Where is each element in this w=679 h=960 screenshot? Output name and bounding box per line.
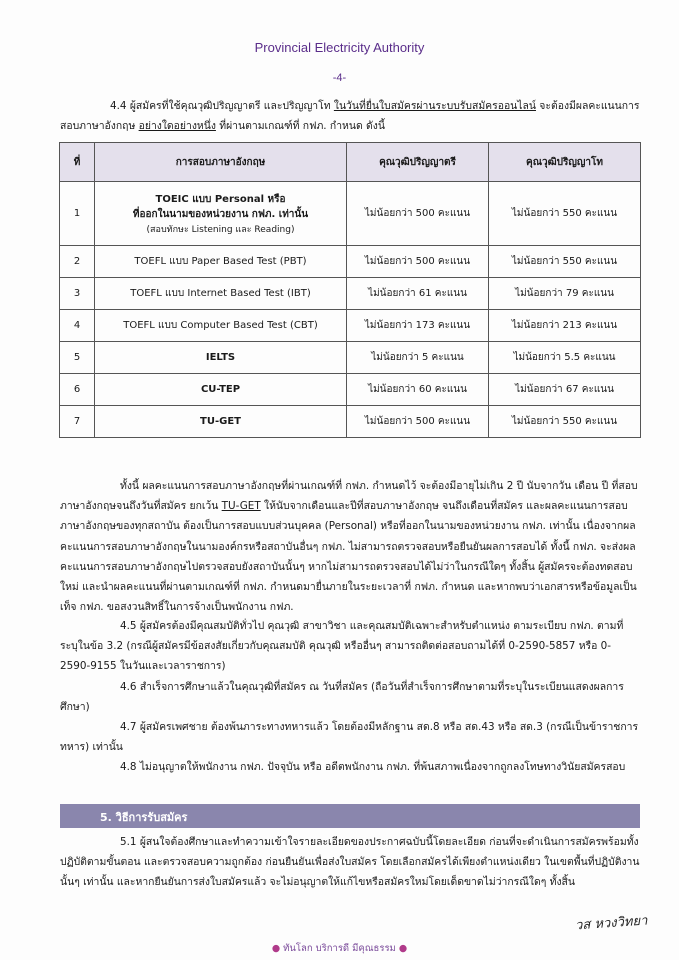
row-master: ไม่น้อยกว่า 213 คะแนน <box>489 310 641 342</box>
text-5-1: 5.1 ผู้สนใจต้องศึกษาและทำความเข้าใจรายละเอียดของประกาศฉบับนี้โดยละเอียด ก่อนที่จะดำเนินการสมัครพร้อมทั้งปฏิบัติตามขั้นตอน และตรวจสอบความถูกต้อง ก่อนยืนยันเพื่อส่งใบสมัคร โดยเลือกสมัครได้เพียงตำแหน่งเดียว ในเขตพื้นที่ปฏิบัติงานนั้นๆ เท่านั้น และหากยืนยันการส่งใบสมัครแล้ว จะไม่อนุญาตให้แก้ไขหรือสมัครใหม่โดยเด็ดขาดไม่ว่ากรณีใดๆ ทั้งสิ้น <box>60 836 640 889</box>
row-exam: TOEFL แบบ Paper Based Test (PBT) <box>95 246 347 278</box>
table-row <box>60 310 641 342</box>
row-bachelor: ไม่น้อยกว่า 173 คะแนน <box>347 310 489 342</box>
intro-mid: จะต้องมีผลคะแนนการสอบภาษาอังกฤษ <box>60 100 640 133</box>
paragraph-4-5 <box>60 616 640 677</box>
header-exam: การสอบภาษาอังกฤษ <box>95 143 347 182</box>
intro-underline-1: ในวันที่ยื่นใบสมัครผ่านระบบรับสมัครออนไลน์ <box>333 100 536 112</box>
footer-bullet-icon: ● <box>271 943 281 954</box>
row-exam: CU-TEP <box>95 374 347 406</box>
row-no: 1 <box>60 182 95 246</box>
footer-slogan <box>0 941 679 956</box>
intro-paragraph <box>60 96 640 136</box>
row-master: ไม่น้อยกว่า 67 คะแนน <box>489 374 641 406</box>
table-row <box>60 182 641 246</box>
row-no: 6 <box>60 374 95 406</box>
note-text-b: ให้นับจากเดือนและปีที่สอบภาษาอังกฤษ จนถึงเดือนที่สมัคร และผลคะแนนการสอบภาษาอังกฤษของทุกสถาบัน ต้องเป็นการสอบแบบส่วนบุคคล (Personal) หรือที่ออกในนามของหน่วยงาน กฟภ. เท่านั้น เนื่องจากผลคะแนนการสอบภาษาอังกฤษในนามองค์กรหรือสถาบันอื่นๆ กฟภ. ไม่สามารถตรวจสอบหรือยืนยันผลการสอบได้ ทั้งนี้ กฟภ. จะส่งผลคะแนนการสอบภาษาอังกฤษไปตรวจสอบยังสถาบันนั้นๆ หากไม่สามารถตรวจสอบได้ไม่ว่าในกรณีใดๆ ทั้งสิ้น ผู้สมัครจะต้องทดสอบใหม่ และนำผลคะแนนที่ผ่านตามเกณฑ์ที่ กฟภ. กำหนดมายื่นภายในระยะเวลาที่ กฟภ. กำหนด และหากพบว่าเอกสารหรือข้อมูลเป็นเท็จ กฟภ. ขอสงวนสิทธิ์ในการจ้างเป็นพนักงาน กฟภ. <box>60 500 637 614</box>
table-row <box>60 342 641 374</box>
note-paragraph <box>60 476 640 617</box>
row-bachelor: ไม่น้อยกว่า 500 คะแนน <box>347 246 489 278</box>
exam-line-1: TOEIC แบบ Personal หรือ <box>155 193 286 205</box>
row-master: ไม่น้อยกว่า 79 คะแนน <box>489 278 641 310</box>
table-row <box>60 406 641 438</box>
section-5-title: 5. วิธีการรับสมัคร <box>100 811 188 824</box>
intro-underline-2: อย่างใดอย่างหนึ่ง <box>138 120 216 133</box>
header-bachelor: คุณวุฒิปริญญาตรี <box>347 143 489 182</box>
table-row <box>60 374 641 406</box>
text-4-8: 4.8 ไม่อนุญาตให้พนักงาน กฟภ. ปัจจุบัน หรือ อดีตพนักงาน กฟภ. ที่พ้นสภาพเนื่องจากถูกลงโทษทางวินัยสมัครสอบ <box>120 761 626 773</box>
row-master: ไม่น้อยกว่า 550 คะแนน <box>489 406 641 438</box>
row-master: ไม่น้อยกว่า 550 คะแนน <box>489 182 641 246</box>
row-bachelor: ไม่น้อยกว่า 5 คะแนน <box>347 342 489 374</box>
intro-suffix: ที่ผ่านตามเกณฑ์ที่ กฟภ. กำหนด ดังนี้ <box>215 120 385 133</box>
english-test-table <box>59 142 641 438</box>
footer-text: ทันโลก บริการดี มีคุณธรรม <box>283 943 396 954</box>
header-no: ที่ <box>60 143 95 182</box>
row-master: ไม่น้อยกว่า 550 คะแนน <box>489 246 641 278</box>
note-text-a: ทั้งนี้ ผลคะแนนการสอบภาษาอังกฤษที่ผ่านเกณฑ์ที่ กฟภ. กำหนดไว้ จะต้องมีอายุไม่เกิน 2 ปี นับจากวัน เดือน ปี ที่สอบภาษาอังกฤษจนถึงวันที่สมัคร ยกเว้น <box>60 480 638 513</box>
row-no: 5 <box>60 342 95 374</box>
text-4-7: 4.7 ผู้สมัครเพศชาย ต้องพ้นภาระทางทหารแล้ว โดยต้องมีหลักฐาน สด.8 หรือ สด.43 หรือ สด.3 (กรณีเป็นข้าราชการทหาร) เท่านั้น <box>60 721 639 754</box>
exam-note: (สอบทักษะ Listening และ Reading) <box>146 224 295 235</box>
page-number: -4- <box>332 72 347 84</box>
note-tuget: TU-GET <box>221 500 261 513</box>
row-no: 2 <box>60 246 95 278</box>
row-exam: IELTS <box>95 342 347 374</box>
paragraph-5-1 <box>60 832 640 893</box>
paragraph-4-7 <box>60 717 640 757</box>
exam-line-2: ที่ออกในนามของหน่วยงาน กฟภ. เท่านั้น <box>132 208 309 220</box>
row-exam: TOEFL แบบ Internet Based Test (IBT) <box>95 278 347 310</box>
row-exam <box>95 182 347 246</box>
row-master: ไม่น้อยกว่า 5.5 คะแนน <box>489 342 641 374</box>
paragraph-4-6 <box>60 677 640 717</box>
row-bachelor: ไม่น้อยกว่า 61 คะแนน <box>347 278 489 310</box>
document-header: Provincial Electricity Authority <box>254 40 425 55</box>
row-exam: TOEFL แบบ Computer Based Test (CBT) <box>95 310 347 342</box>
table-row <box>60 246 641 278</box>
row-no: 3 <box>60 278 95 310</box>
text-4-5: 4.5 ผู้สมัครต้องมีคุณสมบัติทั่วไป คุณวุฒิ สาขาวิชา และคุณสมบัติเฉพาะสำหรับตำแหน่ง ตามระเบียบ กฟภ. ตามที่ระบุในข้อ 3.2 (กรณีผู้สมัครมีข้อสงสัยเกี่ยวกับคุณสมบัติ คุณวุฒิ หรืออื่นๆ สามารถติดต่อสอบถามได้ที่ 0-2590-5857 หรือ 0-2590-9155 ในวันและเวลาราชการ) <box>60 620 624 673</box>
row-exam: TU-GET <box>95 406 347 438</box>
table-header-row <box>60 143 641 182</box>
row-no: 4 <box>60 310 95 342</box>
intro-prefix: 4.4 ผู้สมัครที่ใช้คุณวุฒิปริญญาตรี และปริญญาโท <box>110 100 334 112</box>
row-bachelor: ไม่น้อยกว่า 500 คะแนน <box>347 182 489 246</box>
row-no: 7 <box>60 406 95 438</box>
signature: วส หวงวิทยา <box>574 913 648 934</box>
text-4-6: 4.6 สำเร็จการศึกษาแล้วในคุณวุฒิที่สมัคร ณ วันที่สมัคร (ถือวันที่สำเร็จการศึกษาตามที่ระบุในระเบียนแสดงผลการศึกษา) <box>60 681 624 714</box>
table-row <box>60 278 641 310</box>
footer-bullet-icon-2: ● <box>398 943 408 954</box>
row-bachelor: ไม่น้อยกว่า 500 คะแนน <box>347 406 489 438</box>
paragraph-4-8 <box>60 757 640 777</box>
row-bachelor: ไม่น้อยกว่า 60 คะแนน <box>347 374 489 406</box>
header-master: คุณวุฒิปริญญาโท <box>489 143 641 182</box>
